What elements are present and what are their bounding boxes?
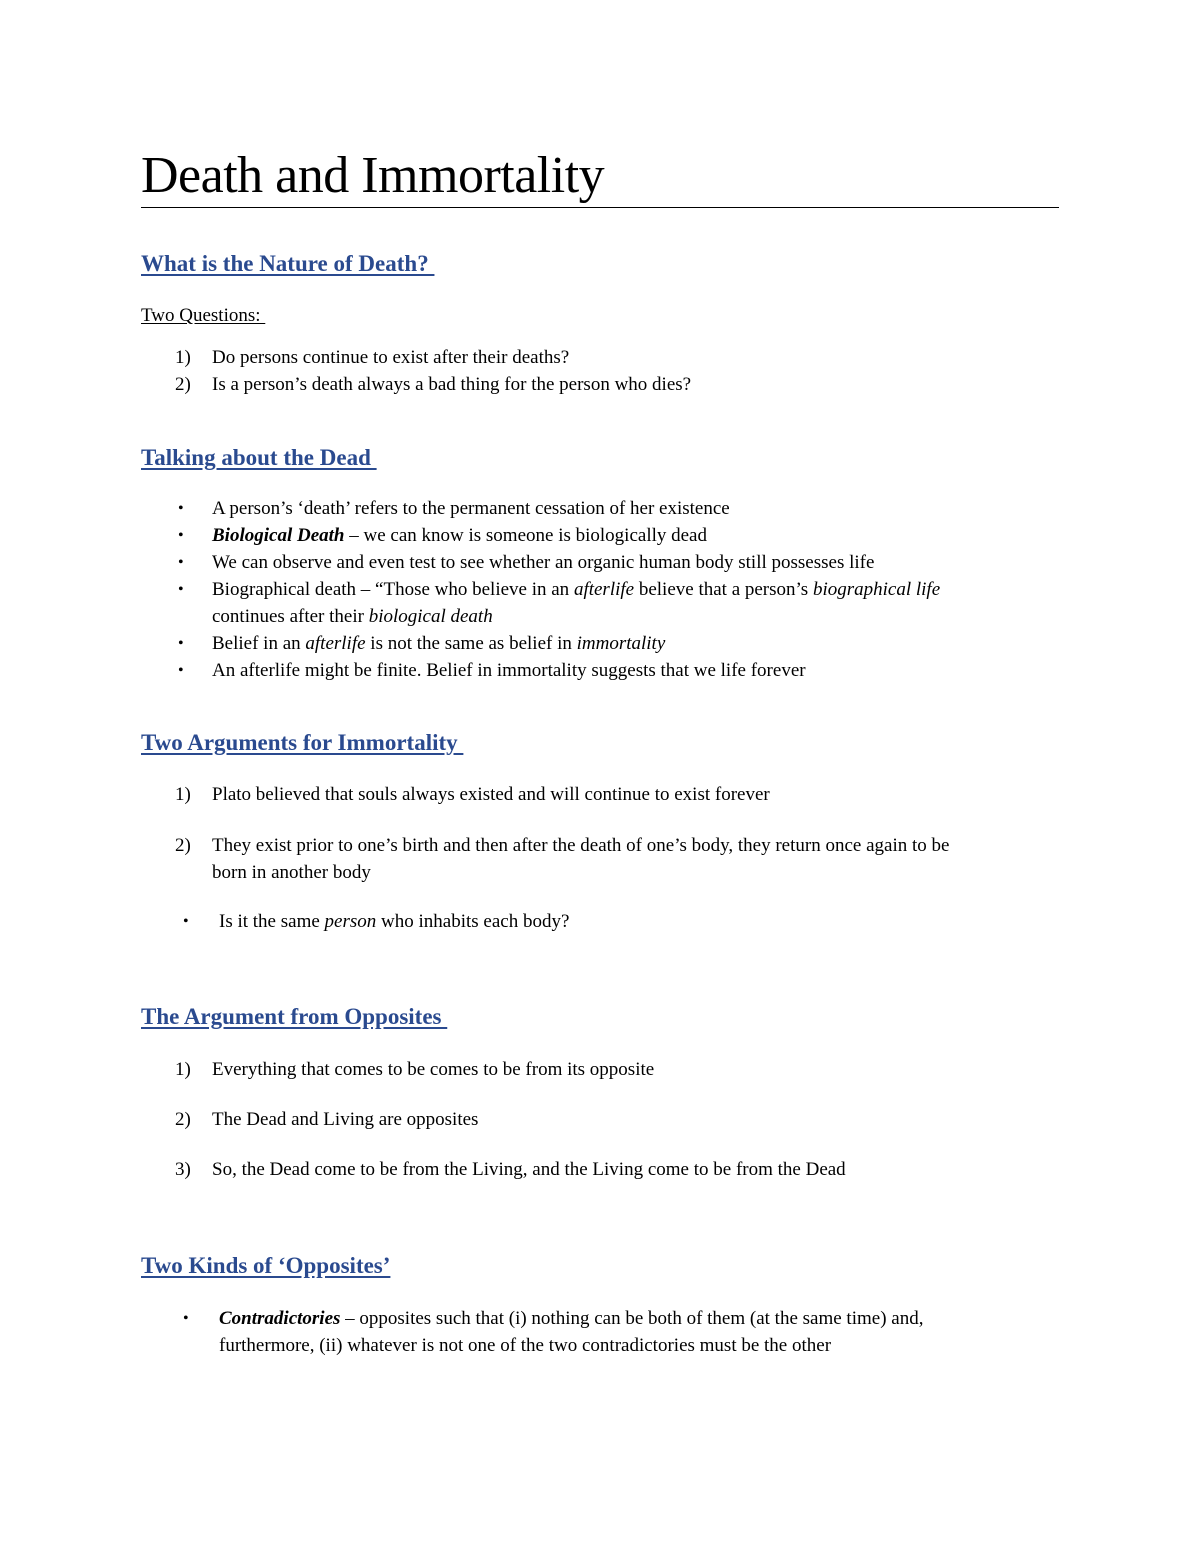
two-questions-label: Two Questions: [141,305,266,326]
list-number: 3) [175,1159,191,1180]
heading-two-kinds-of-opposites: Two Kinds of ‘Opposites’ [141,1253,391,1278]
list-item-continued: furthermore, (ii) whatever is not one of the two contradictories must be the other [219,1335,832,1356]
bullet-icon: • [178,581,184,598]
item-text: believe that a person’s [634,579,813,600]
emphasis-text: Contradictories [219,1308,341,1329]
list-item: So, the Dead come to be from the Living, and the Living come to be from the Dead [212,1159,846,1180]
list-item: A person’s ‘death’ refers to the permanent cessation of her existence [212,498,730,519]
item-text: who inhabits each body? [376,911,570,932]
item-text: is not the same as belief in [365,633,577,654]
heading-talking-about-dead: Talking about the Dead [141,445,377,470]
list-number: 2) [175,374,191,395]
list-number: 2) [175,1109,191,1130]
item-text: Biographical death – “Those who believe in an [212,579,574,600]
item-text: Is it the same [219,911,325,932]
list-number: 2) [175,835,191,856]
heading-nature-of-death: What is the Nature of Death? [141,251,435,276]
bullet-icon: • [178,527,184,544]
emphasis-text: Biological Death [212,525,345,546]
page-title: Death and Immortality [141,141,1059,208]
list-number: 1) [175,347,191,368]
list-item: They exist prior to one’s birth and then after the death of one’s body, they return once again to be [212,835,950,856]
heading-two-arguments: Two Arguments for Immortality [141,730,464,755]
list-item: We can observe and even test to see whether an organic human body still possesses life [212,552,875,573]
item-text: – opposites such that (i) nothing can be both of them (at the same time) and, [340,1308,924,1329]
emphasis-text: biological death [368,606,493,627]
list-item-continued: born in another body [212,862,371,883]
item-text: – we can know is someone is biologically dead [344,525,707,546]
list-item [219,908,569,935]
list-item: Plato believed that souls always existed and will continue to exist forever [212,784,770,805]
list-item: The Dead and Living are opposites [212,1109,479,1130]
list-item [219,1305,923,1332]
bullet-icon: • [178,635,184,652]
list-item [212,576,940,603]
list-item-continued [212,603,493,630]
bullet-icon: • [178,662,184,679]
emphasis-text: afterlife [305,633,366,654]
list-item: Is a person’s death always a bad thing for the person who dies? [212,374,692,395]
item-text: continues after their [212,606,369,627]
emphasis-text: biographical life [812,579,941,600]
emphasis-text: afterlife [573,579,635,600]
bullet-icon: • [183,913,189,930]
list-item [212,630,665,657]
list-item: An afterlife might be finite. Belief in immortality suggests that we life forever [212,660,806,681]
list-item [212,522,707,549]
bullet-icon: • [178,500,184,517]
item-text: Belief in an [212,633,306,654]
emphasis-text: person [324,911,377,932]
list-number: 1) [175,1059,191,1080]
list-item: Do persons continue to exist after their deaths? [212,347,570,368]
list-number: 1) [175,784,191,805]
bullet-icon: • [178,554,184,571]
list-item: Everything that comes to be comes to be from its opposite [212,1059,655,1080]
heading-argument-from-opposites: The Argument from Opposites [141,1004,448,1029]
emphasis-text: immortality [576,633,666,654]
bullet-icon: • [183,1310,189,1327]
